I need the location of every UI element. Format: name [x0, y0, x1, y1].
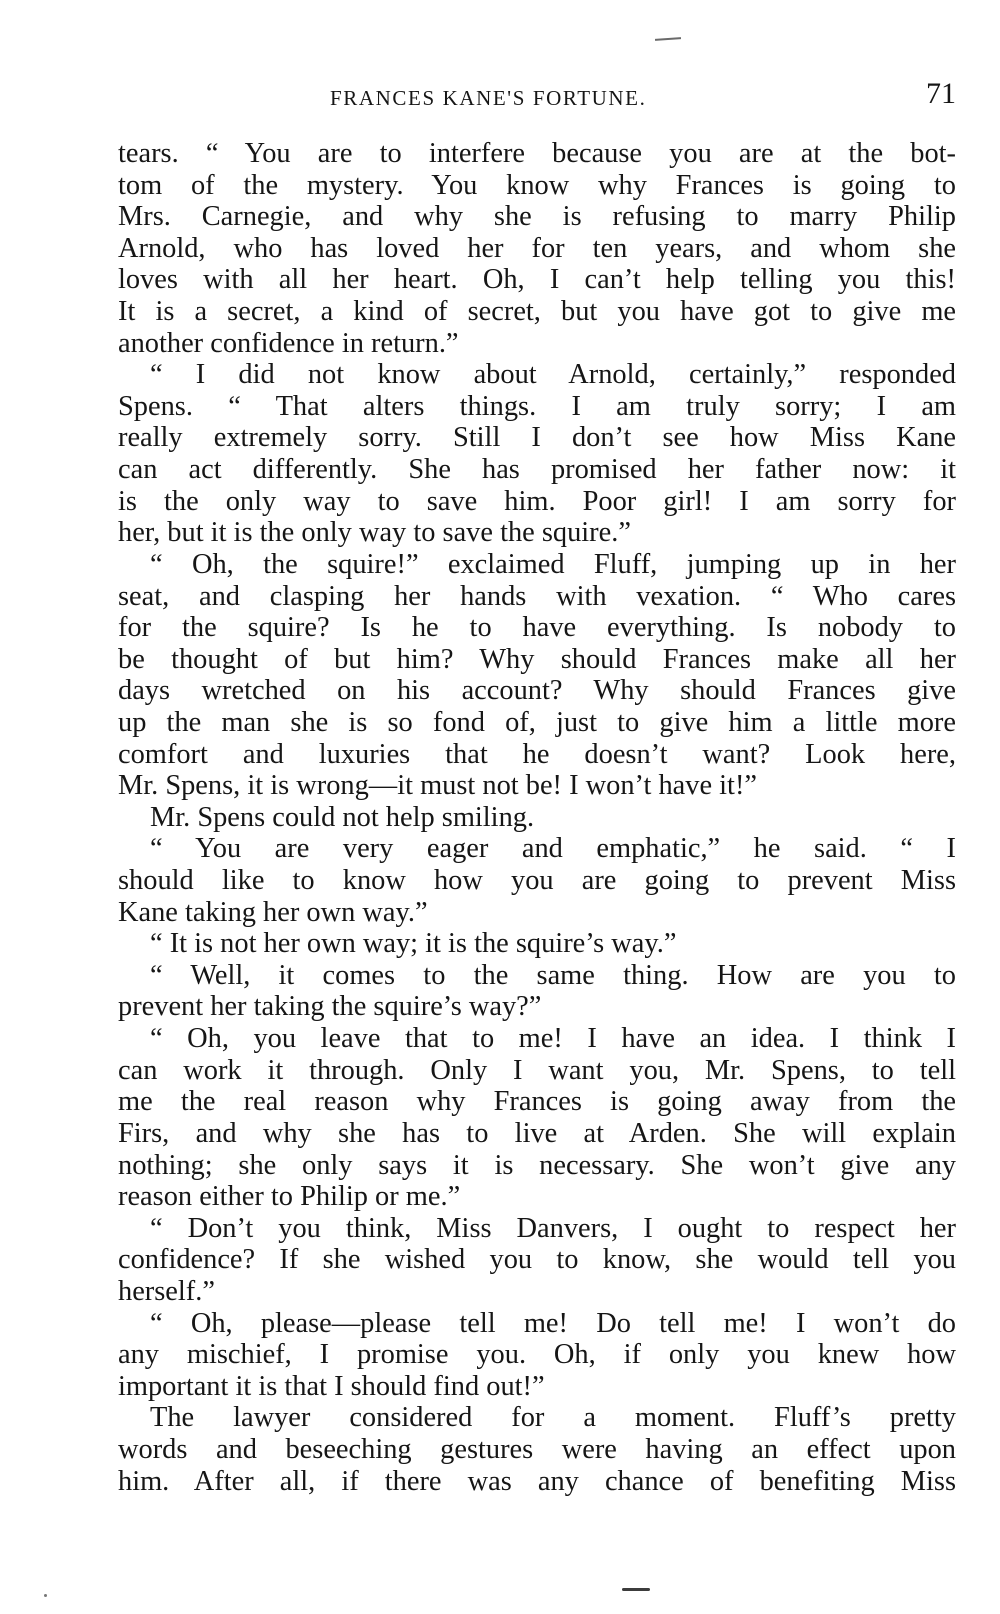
text-line: should like to know how you are going to prevent Miss: [118, 865, 956, 897]
text-line: is the only way to save him. Poor girl! I am sorry for: [118, 485, 956, 517]
text-line: be thought of but him? Why should Frances make all her: [118, 643, 956, 675]
running-head: FRANCES KANE'S FORTUNE.: [330, 86, 647, 110]
printer-mark-bottom: [622, 1588, 650, 1591]
text-line: me the real reason why Frances is going away from the: [118, 1086, 956, 1118]
text-line: her, but it is the only way to save the squire.”: [118, 517, 631, 549]
text-line: comfort and luxuries that he doesn’t want? Look here,: [118, 738, 956, 770]
text-line: confidence? If she wished you to know, she would tell you: [118, 1244, 956, 1276]
text-line: Kane taking her own way.”: [118, 896, 428, 928]
text-line: nothing; she only says it is necessary. She won’t give any: [118, 1149, 956, 1181]
text-line: any mischief, I promise you. Oh, if only you knew how: [118, 1339, 956, 1371]
text-line: words and beseeching gestures were having an effect upon: [118, 1433, 956, 1465]
text-line: Arnold, who has loved her for ten years, and whom she: [118, 232, 956, 264]
page-number: 71: [926, 77, 956, 110]
text-line: It is a secret, a kind of secret, but you have got to give me: [118, 296, 956, 328]
printer-mark-top: [655, 37, 681, 41]
text-line: another confidence in return.”: [118, 327, 459, 359]
text-line: The lawyer considered for a moment. Fluff’s pretty: [150, 1402, 956, 1434]
text-line: “ Oh, the squire!” exclaimed Fluff, jumping up in her: [150, 548, 956, 580]
text-line: herself.”: [118, 1275, 215, 1307]
text-line: for the squire? Is he to have everything. Is nobody to: [118, 612, 956, 644]
text-line: Mrs. Carnegie, and why she is refusing to marry Philip: [118, 201, 956, 233]
text-line: Firs, and why she has to live at Arden. She will explain: [118, 1117, 956, 1149]
text-line: Spens. “ That alters things. I am truly sorry; I am: [118, 390, 956, 422]
body-text: [118, 138, 956, 1497]
text-line: up the man she is so fond of, just to give him a little more: [118, 706, 956, 738]
text-line: reason either to Philip or me.”: [118, 1181, 461, 1213]
text-line: really extremely sorry. Still I don’t see how Miss Kane: [118, 422, 956, 454]
text-line: “ I did not know about Arnold, certainly,” responded: [150, 359, 956, 391]
text-line: him. After all, if there was any chance of benefiting Miss: [118, 1465, 956, 1497]
text-line: “ It is not her own way; it is the squire’s way.”: [150, 928, 677, 960]
text-line: Mr. Spens could not help smiling.: [150, 801, 535, 833]
text-line: “ Oh, you leave that to me! I have an idea. I think I: [150, 1023, 956, 1055]
text-line: Mr. Spens, it is wrong—it must not be! I won’t have it!”: [118, 770, 757, 802]
page-header: [118, 77, 956, 112]
text-line: days wretched on his account? Why should Frances give: [118, 675, 956, 707]
text-line: prevent her taking the squire’s way?”: [118, 991, 542, 1023]
margin-speck: [44, 1594, 47, 1597]
text-line: tears. “ You are to interfere because you are at the bot-: [118, 138, 956, 169]
text-line: can act differently. She has promised her father now: it: [118, 454, 956, 486]
text-line: important it is that I should find out!”: [118, 1370, 545, 1402]
text-line: “ Oh, please—please tell me! Do tell me! I won’t do: [150, 1307, 956, 1339]
text-line: “ You are very eager and emphatic,” he said. “ I: [150, 833, 956, 865]
text-line: tom of the mystery. You know why Frances is going to: [118, 169, 956, 201]
text-line: can work it through. Only I want you, Mr. Spens, to tell: [118, 1054, 956, 1086]
text-line: loves with all her heart. Oh, I can’t help telling you this!: [118, 264, 956, 296]
text-line: “ Well, it comes to the same thing. How are you to: [150, 959, 956, 991]
text-line: seat, and clasping her hands with vexation. “ Who cares: [118, 580, 956, 612]
text-line: “ Don’t you think, Miss Danvers, I ought to respect her: [150, 1212, 956, 1244]
